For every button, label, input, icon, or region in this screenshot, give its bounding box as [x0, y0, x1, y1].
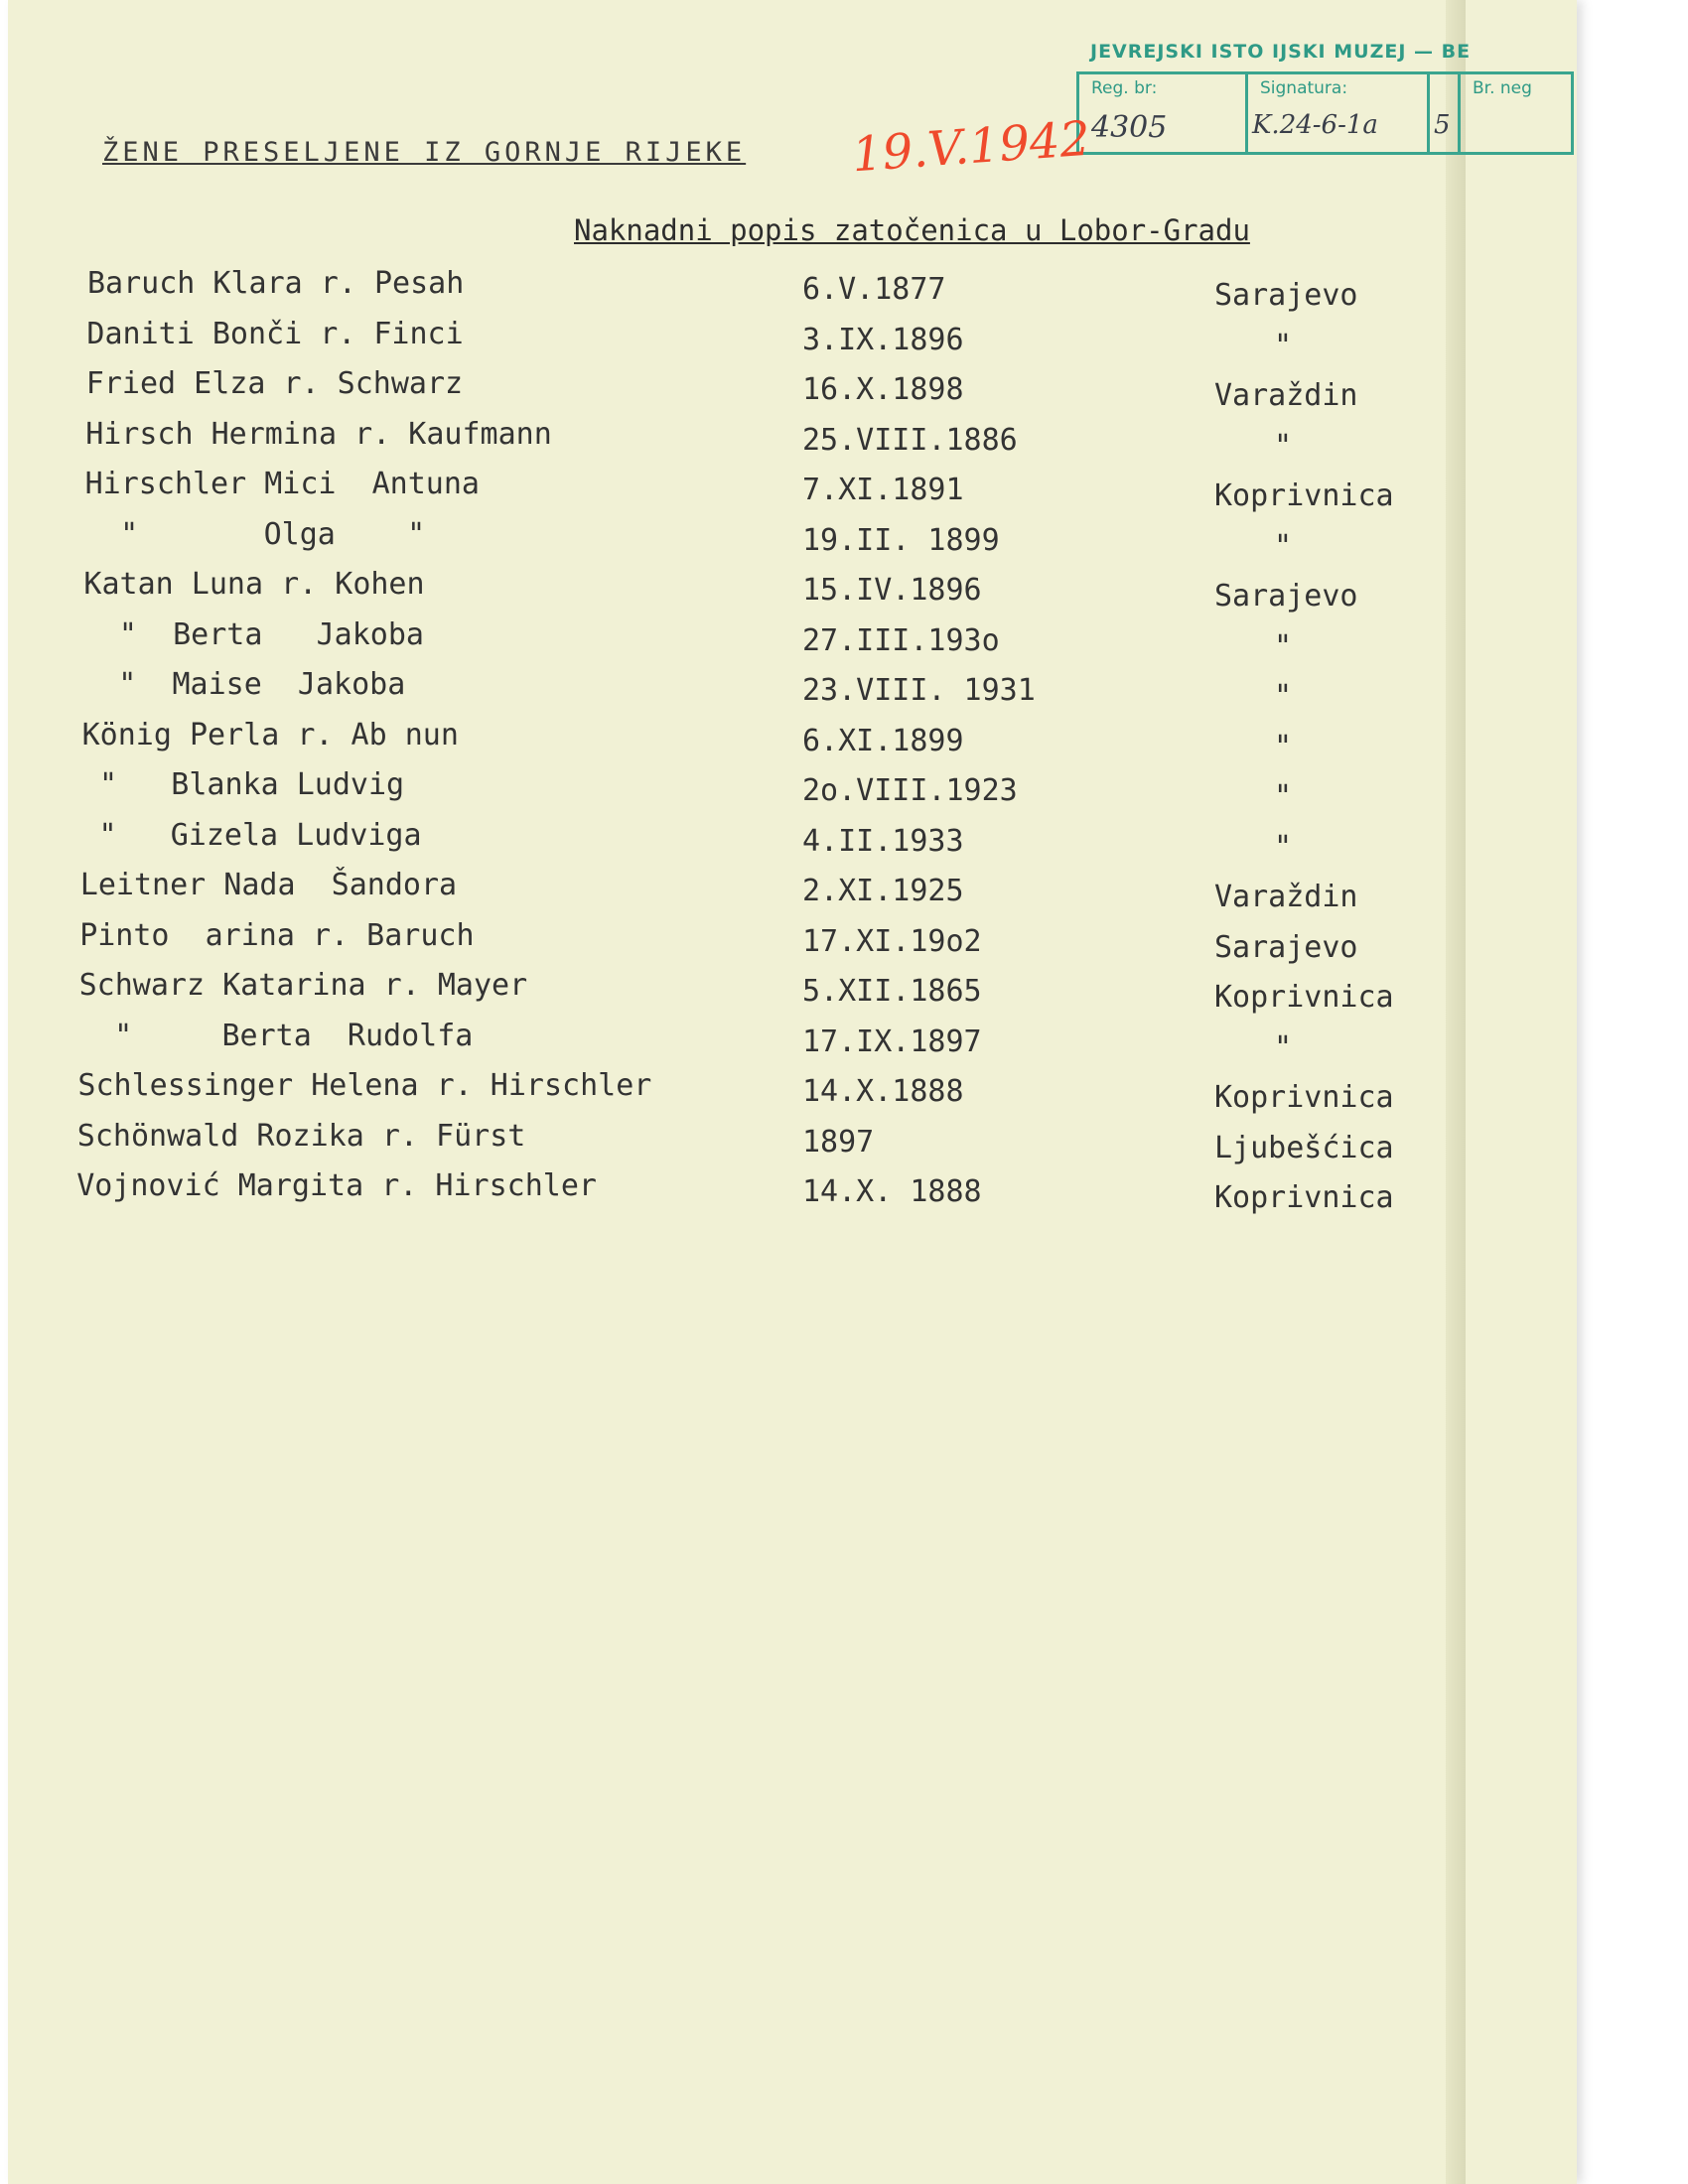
- prisoner-name: Baruch Klara r. Pesah: [87, 266, 465, 301]
- birth-place: Sarajevo: [1214, 278, 1358, 313]
- stamp-sig-cell: [1248, 74, 1430, 152]
- birth-place: Koprivnica: [1214, 1180, 1394, 1215]
- document-subtitle: Naknadni popis zatočenica u Lobor-Gradu: [574, 213, 1250, 247]
- list-row: [8, 1068, 1398, 1115]
- paper-edge: [1446, 0, 1466, 2184]
- prisoner-name: " Maise Jakoba: [82, 667, 406, 702]
- list-row: [8, 968, 1398, 1015]
- list-row: [8, 266, 1398, 313]
- birth-date: 6.V.1877: [802, 272, 946, 307]
- birth-place: ": [1274, 729, 1293, 764]
- stamp-sub-cell: [1430, 74, 1461, 152]
- birth-date: 15.IV.1896: [802, 573, 982, 608]
- birth-date: 17.IX.1897: [802, 1024, 982, 1059]
- prisoner-name: Leitner Nada Šandora: [79, 868, 458, 902]
- list-row: [8, 467, 1398, 513]
- birth-place: Koprivnica: [1214, 1080, 1394, 1115]
- prisoner-name: " Olga ": [84, 516, 426, 552]
- stamp-sub-value: 5: [1434, 110, 1451, 140]
- birth-date: 27.III.193o: [802, 622, 1000, 658]
- stamp-sig-value: K.24-6-1a: [1252, 110, 1378, 140]
- birth-date: 14.X. 1888: [802, 1174, 982, 1209]
- document-page: [8, 0, 1577, 2184]
- birth-place: Sarajevo: [1214, 579, 1358, 614]
- birth-date: 23.VIII. 1931: [802, 673, 1036, 708]
- birth-place: ": [1274, 628, 1293, 664]
- birth-place: ": [1274, 679, 1293, 714]
- prisoner-name: Hirsch Hermina r. Kaufmann: [85, 416, 552, 452]
- birth-place: ": [1274, 1029, 1293, 1065]
- prisoner-name: Pinto arina r. Baruch: [79, 917, 475, 953]
- birth-place: ": [1274, 829, 1293, 865]
- prisoner-name: Schlessinger Helena r. Hirschler: [77, 1068, 652, 1103]
- birth-date: 2o.VIII.1923: [802, 773, 1018, 808]
- prisoner-name: Daniti Bonči r. Finci: [86, 316, 464, 351]
- birth-date: 7.XI.1891: [802, 473, 964, 507]
- list-row: [8, 1168, 1398, 1215]
- birth-date: 6.XI.1899: [802, 723, 964, 758]
- prisoner-name: Hirschler Mici Antuna: [84, 467, 480, 501]
- stamp-museum-name: JEVREJSKI ISTO IJSKI MUZEJ — BE: [1090, 41, 1472, 63]
- list-row: [8, 316, 1398, 363]
- prisoner-name: " Berta Jakoba: [82, 616, 424, 652]
- list-row: [8, 1018, 1398, 1065]
- birth-place: Koprivnica: [1214, 980, 1394, 1015]
- birth-date: 2.XI.1925: [802, 874, 964, 908]
- birth-date: 4.II.1933: [802, 823, 964, 859]
- birth-place: ": [1274, 328, 1293, 363]
- museum-stamp: [1070, 35, 1587, 156]
- birth-date: 16.X.1898: [802, 372, 964, 407]
- prisoner-name: " Berta Rudolfa: [78, 1018, 474, 1053]
- prisoner-name: " Blanka Ludvig: [81, 767, 405, 802]
- birth-date: 17.XI.19o2: [802, 923, 982, 959]
- birth-place: Varaždin: [1214, 378, 1358, 413]
- stamp-reg-value: 4305: [1091, 110, 1168, 145]
- prisoner-name: " Gizela Ludviga: [80, 817, 422, 853]
- birth-place: ": [1274, 779, 1293, 814]
- birth-place: ": [1274, 528, 1293, 564]
- birth-date: 19.II. 1899: [802, 522, 1000, 558]
- prisoner-name: Schwarz Katarina r. Mayer: [78, 968, 528, 1003]
- list-row: [8, 717, 1398, 764]
- prisoner-name: Katan Luna r. Kohen: [83, 567, 425, 602]
- stamp-box: [1076, 71, 1574, 155]
- list-row: [8, 667, 1398, 714]
- prisoner-name: Vojnović Margita r. Hirschler: [76, 1168, 597, 1203]
- prisoner-name: Fried Elza r. Schwarz: [85, 366, 464, 401]
- birth-date: 5.XII.1865: [802, 974, 982, 1009]
- list-row: [8, 767, 1398, 814]
- stamp-neg-label: Br. neg: [1473, 78, 1532, 98]
- birth-place: ": [1274, 428, 1293, 464]
- stamp-reg-cell: [1079, 74, 1248, 152]
- prisoner-name: Schönwald Rozika r. Fürst: [76, 1118, 526, 1154]
- document-title: ŽENE PRESELJENE IZ GORNJE RIJEKE: [102, 137, 747, 168]
- list-row: [8, 516, 1398, 564]
- list-row: [8, 416, 1398, 464]
- prisoner-name: König Perla r. Ab nun: [81, 717, 459, 752]
- list-row: [8, 1118, 1398, 1165]
- birth-place: Ljubešćica: [1214, 1130, 1394, 1165]
- list-row: [8, 567, 1398, 614]
- birth-date: 25.VIII.1886: [802, 422, 1018, 458]
- birth-place: Varaždin: [1214, 880, 1358, 914]
- stamp-sig-label: Signatura:: [1260, 78, 1348, 98]
- birth-date: 1897: [802, 1124, 875, 1160]
- birth-date: 14.X.1888: [802, 1074, 964, 1109]
- handwritten-date: 19.V.1942: [850, 110, 1092, 184]
- birth-place: Sarajevo: [1214, 929, 1358, 965]
- list-row: [8, 817, 1398, 865]
- stamp-neg-cell: [1461, 74, 1571, 152]
- stamp-reg-label: Reg. br:: [1091, 78, 1158, 98]
- list-row: [8, 366, 1398, 413]
- list-row: [8, 868, 1398, 914]
- birth-date: 3.IX.1896: [802, 322, 964, 357]
- list-row: [8, 917, 1398, 965]
- list-row: [8, 616, 1398, 664]
- birth-place: Koprivnica: [1214, 478, 1394, 513]
